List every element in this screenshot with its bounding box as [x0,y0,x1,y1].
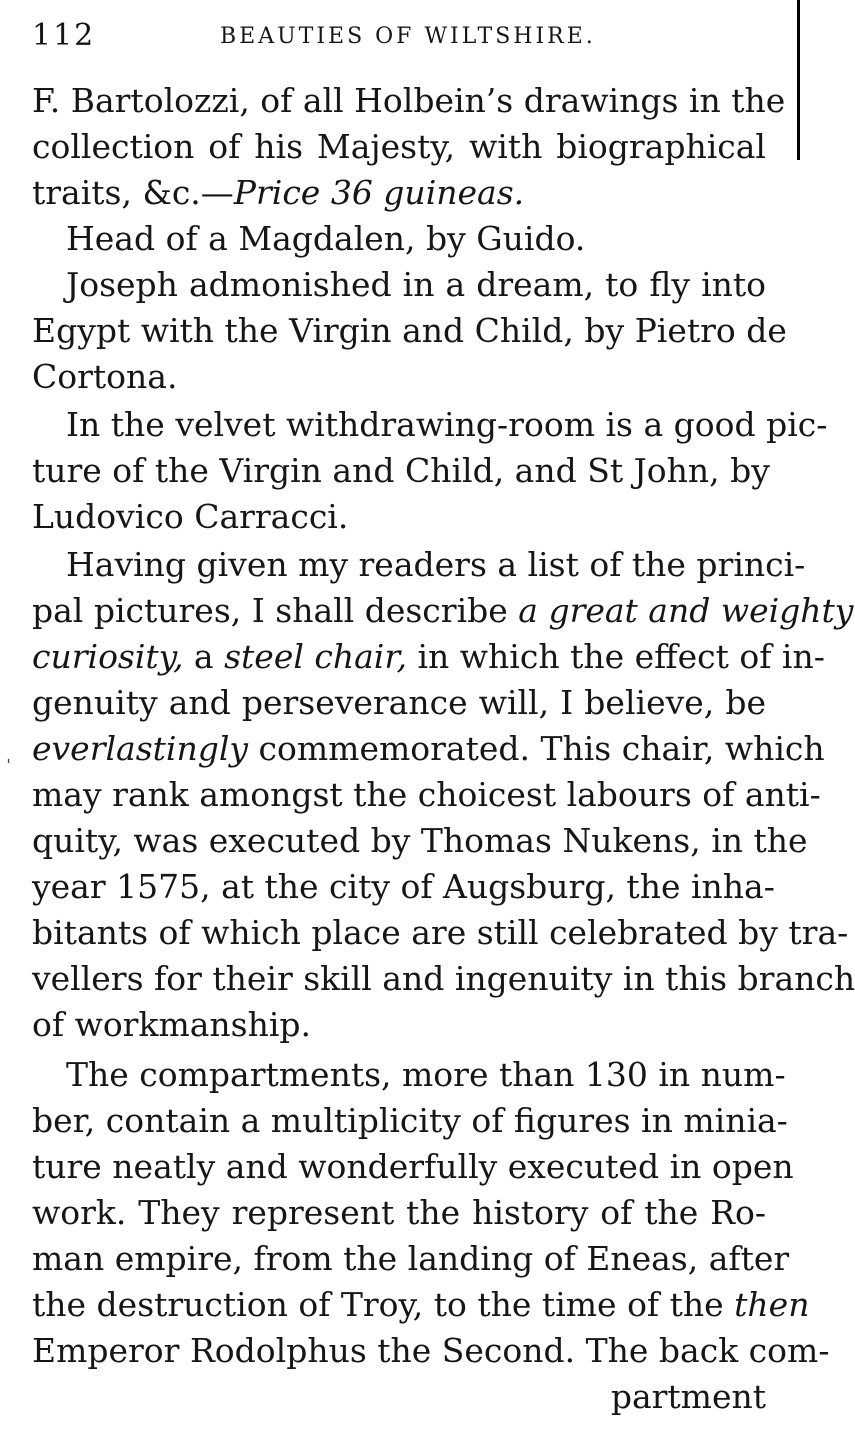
page-number: 112 [32,18,96,53]
text-segment: traits, &c.— [32,173,234,212]
paragraph-start: In the velvet withdrawing-room is a good pic- [66,405,828,444]
text-line: ber, contain a multiplicity of figures in minia- [32,1101,788,1140]
text-line: F. Bartolozzi, of all Holbein’s drawings in the [32,81,786,120]
catchword: partment [610,1377,766,1416]
margin-mark: ˌ [6,745,11,766]
text-line [32,634,825,680]
scan-edge-line [797,0,800,160]
text-line [32,726,825,772]
text-segment: a [183,637,225,676]
text-line: genuity and perseverance will, I believe, be [32,683,766,722]
text-line: Egypt with the Virgin and Child, by Pietro de [32,311,787,350]
text-line: of workmanship. [32,1005,312,1044]
text-segment: pal pictures, I shall describe [32,591,519,630]
text-line: bitants of which place are still celebrated by tra- [32,913,849,952]
paragraph-start: The compartments, more than 130 in num- [66,1055,786,1094]
text-line: ture of the Virgin and Child, and St John, by [32,451,770,490]
text-line: work. They represent the history of the Ro- [32,1193,766,1232]
text-line: man empire, from the landing of Eneas, after [32,1239,790,1278]
page-header [32,18,772,58]
italic-text: Price 36 guineas. [233,173,525,212]
italic-text: a great and weighty [518,591,854,630]
text-line: Head of a Magdalen, by Guido. [66,219,586,258]
text-line: collection of his Majesty, with biographical [32,127,766,166]
text-line [32,170,766,216]
italic-text: steel chair, [224,637,407,676]
text-line [32,1282,810,1328]
text-line: ture neatly and wonderfully executed in open [32,1147,794,1186]
text-segment: commemorated. This chair, which [248,729,825,768]
text-line: Cortona. [32,357,178,396]
text-segment: in which the effect of in- [407,637,825,676]
italic-text: everlastingly [32,729,249,768]
running-title: BEAUTIES OF WILTSHIRE. [220,24,596,49]
paragraph-start: Having given my readers a list of the princi- [66,545,806,584]
italic-text: curiosity, [32,637,184,676]
text-line: vellers for their skill and ingenuity in this branch [32,959,855,998]
text-line: may rank amongst the choicest labours of anti- [32,775,821,814]
text-segment: the destruction of Troy, to the time of the [32,1285,735,1324]
text-line [32,588,854,634]
text-line: Ludovico Carracci. [32,497,349,536]
text-line: Emperor Rodolphus the Second. The back com- [32,1331,830,1370]
italic-text: then [734,1285,810,1324]
text-line: Joseph admonished in a dream, to fly into [66,265,766,304]
text-line: quity, was executed by Thomas Nukens, in the [32,821,808,860]
text-line: year 1575, at the city of Augsburg, the inha- [32,867,775,906]
